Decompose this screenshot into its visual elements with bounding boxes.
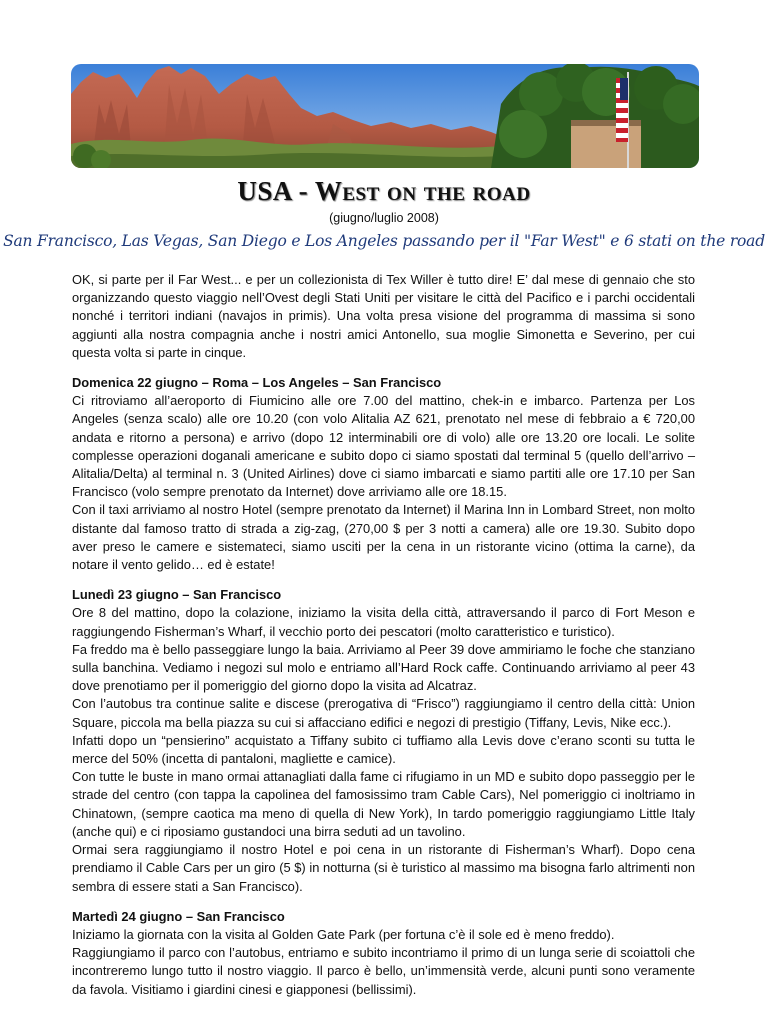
day-heading: Domenica 22 giugno – Roma – Los Angeles – San Francisco xyxy=(72,375,442,391)
day-paragraph: Iniziamo la giornata con la visita al Golden Gate Park (per fortuna c’è il sole ed è meno freddo). xyxy=(72,926,615,942)
day-paragraph: Raggiungiamo il parco con l’autobus, entriamo e subito incontriamo il primo di un lunga serie di scoiattoli che incontreremo lungo tutto il nostro viaggio. Il parco è bello, un’immensità verde, alcuni punti sono veramente da favola. Visitiamo i giardini cinesi e giapponesi (bellissimi). xyxy=(72,945,695,997)
day-section-2 xyxy=(72,586,695,895)
red-rock-mountains-flag-photo xyxy=(71,64,699,168)
day-paragraph: Con tutte le buste in mano ormai attanagliati dalla fame ci rifugiamo in un MD e subito dopo passeggio per le strade del centro (con tappa la capolinea del famosissimo tram Cable Cars), Nel pomeriggio ci inoltriamo in Chinatown, (sempre caotica ma meno di quella di New York), In tardo pomeriggio raggiungiamo Little Italy (anche qui) e ci riposiamo gustandoci una birra seduti ad un tavolino. xyxy=(72,769,695,839)
day-paragraph: Ore 8 del mattino, dopo la colazione, iniziamo la visita della città, attraversando il parco di Fort Meson e raggiungendo Fisherman’s Wharf, il vecchio porto dei pescatori (molto caratteristico e turistico). xyxy=(72,605,695,639)
header-banner-image xyxy=(71,64,699,168)
day-heading: Martedì 24 giugno – San Francisco xyxy=(72,908,285,924)
document-body xyxy=(72,271,695,1011)
day-paragraph: Ormai sera raggiungiamo il nostro Hotel e poi cena in un ristorante di Fisherman’s Wharf). Dopo cena prendiamo il Cable Cars per un giro (5 $) in notturna (si è turistico al massimo ma bisogna farlo altrimenti non sembra di essere stati a San Francisco). xyxy=(72,842,695,894)
document-subtitle: (giugno/luglio 2008) xyxy=(329,211,439,225)
intro-paragraph: OK, si parte per il Far West... e per un collezionista di Tex Willer è tutto dire! E’ dal mese di gennaio che sto organizzando questo viaggio nell’Ovest degli Stati Uniti per visitare le città del Pacifico e i parchi occidentali nonché i territori indiani (navajos in primis). Una volta presa visione del programma di massima si sono aggiunti alla nostra compagnia anche i nostri amici Antonello, sua moglie Simonetta e Severino, per cui questa volta si parte in cinque. xyxy=(72,272,695,360)
day-paragraph: Infatti dopo un “pensierino” acquistato a Tiffany subito ci tuffiamo alla Levis dove c’erano sconti su tutta le merce del 50% (incetta di pantaloni, magliette e camice). xyxy=(72,732,695,767)
day-paragraph: Fa freddo ma è bello passeggiare lungo la baia. Arriviamo al Peer 39 dove ammiriamo le foche che stanziano sulla banchina. Vediamo i negozi sul molo e entriamo all’Hard Rock caffe. Continuando arriviamo al peer 43 dove prenotiamo per il pomeriggio del giorno dopo la visita ad Alcatraz. xyxy=(72,641,695,694)
day-paragraph: Con il taxi arriviamo al nostro Hotel (sempre prenotato da Internet) il Marina Inn in Lombard Street, non molto distante dal famoso tratto di strada a zig-zag, (270,00 $ per 3 notti a camera) alle ore 19.30. Subito dopo aver preso le camere e sistemateci, siamo usciti per la cena in un ristorante vicino (ottima la carne), da notare il vento gelido… ed è estate! xyxy=(72,502,695,573)
document-title: USA - West on the road xyxy=(237,176,531,206)
day-section-1 xyxy=(72,374,695,574)
day-paragraph: Con l’autobus tra continue salite e discese (prerogativa di “Frisco”) raggiungiamo il centro della città: Union Square, piccola ma bella piazza su cui si affacciano edifici e negozi di prestigio (Tiffany, Levis, Nike ecc.). xyxy=(72,696,695,730)
document-tagline: San Francisco, Las Vegas, San Diego e Los Angeles passando per il "Far West" e 6 stati on the road xyxy=(3,232,765,250)
day-section-3 xyxy=(72,908,695,999)
day-paragraph: Ci ritroviamo all’aeroporto di Fiumicino alle ore 7.00 del mattino, chek-in e imbarco. Partenza per Los Angeles (senza scalo) alle ore 10.20 (con volo Alitalia AZ 621, prenotato nel mese di febbraio a € 720,00 andata e ritorno a persona) e arrivo (dopo 12 interminabili ore di volo) alle ore 13.20 ore locali. Le solite complesse operazioni doganali americane e subito dopo ci siamo spostati dal terminal 5 (quello dell’arrivo – Alitalia/Delta) al terminal n. 3 (United Airlines) dove ci siamo imbarcati e siamo partiti alle ore 17.10 per San Francisco (volo sempre prenotato da Internet) dove arriviamo alle ore 18.15. xyxy=(72,393,695,500)
day-heading: Lunedì 23 giugno – San Francisco xyxy=(72,587,282,603)
